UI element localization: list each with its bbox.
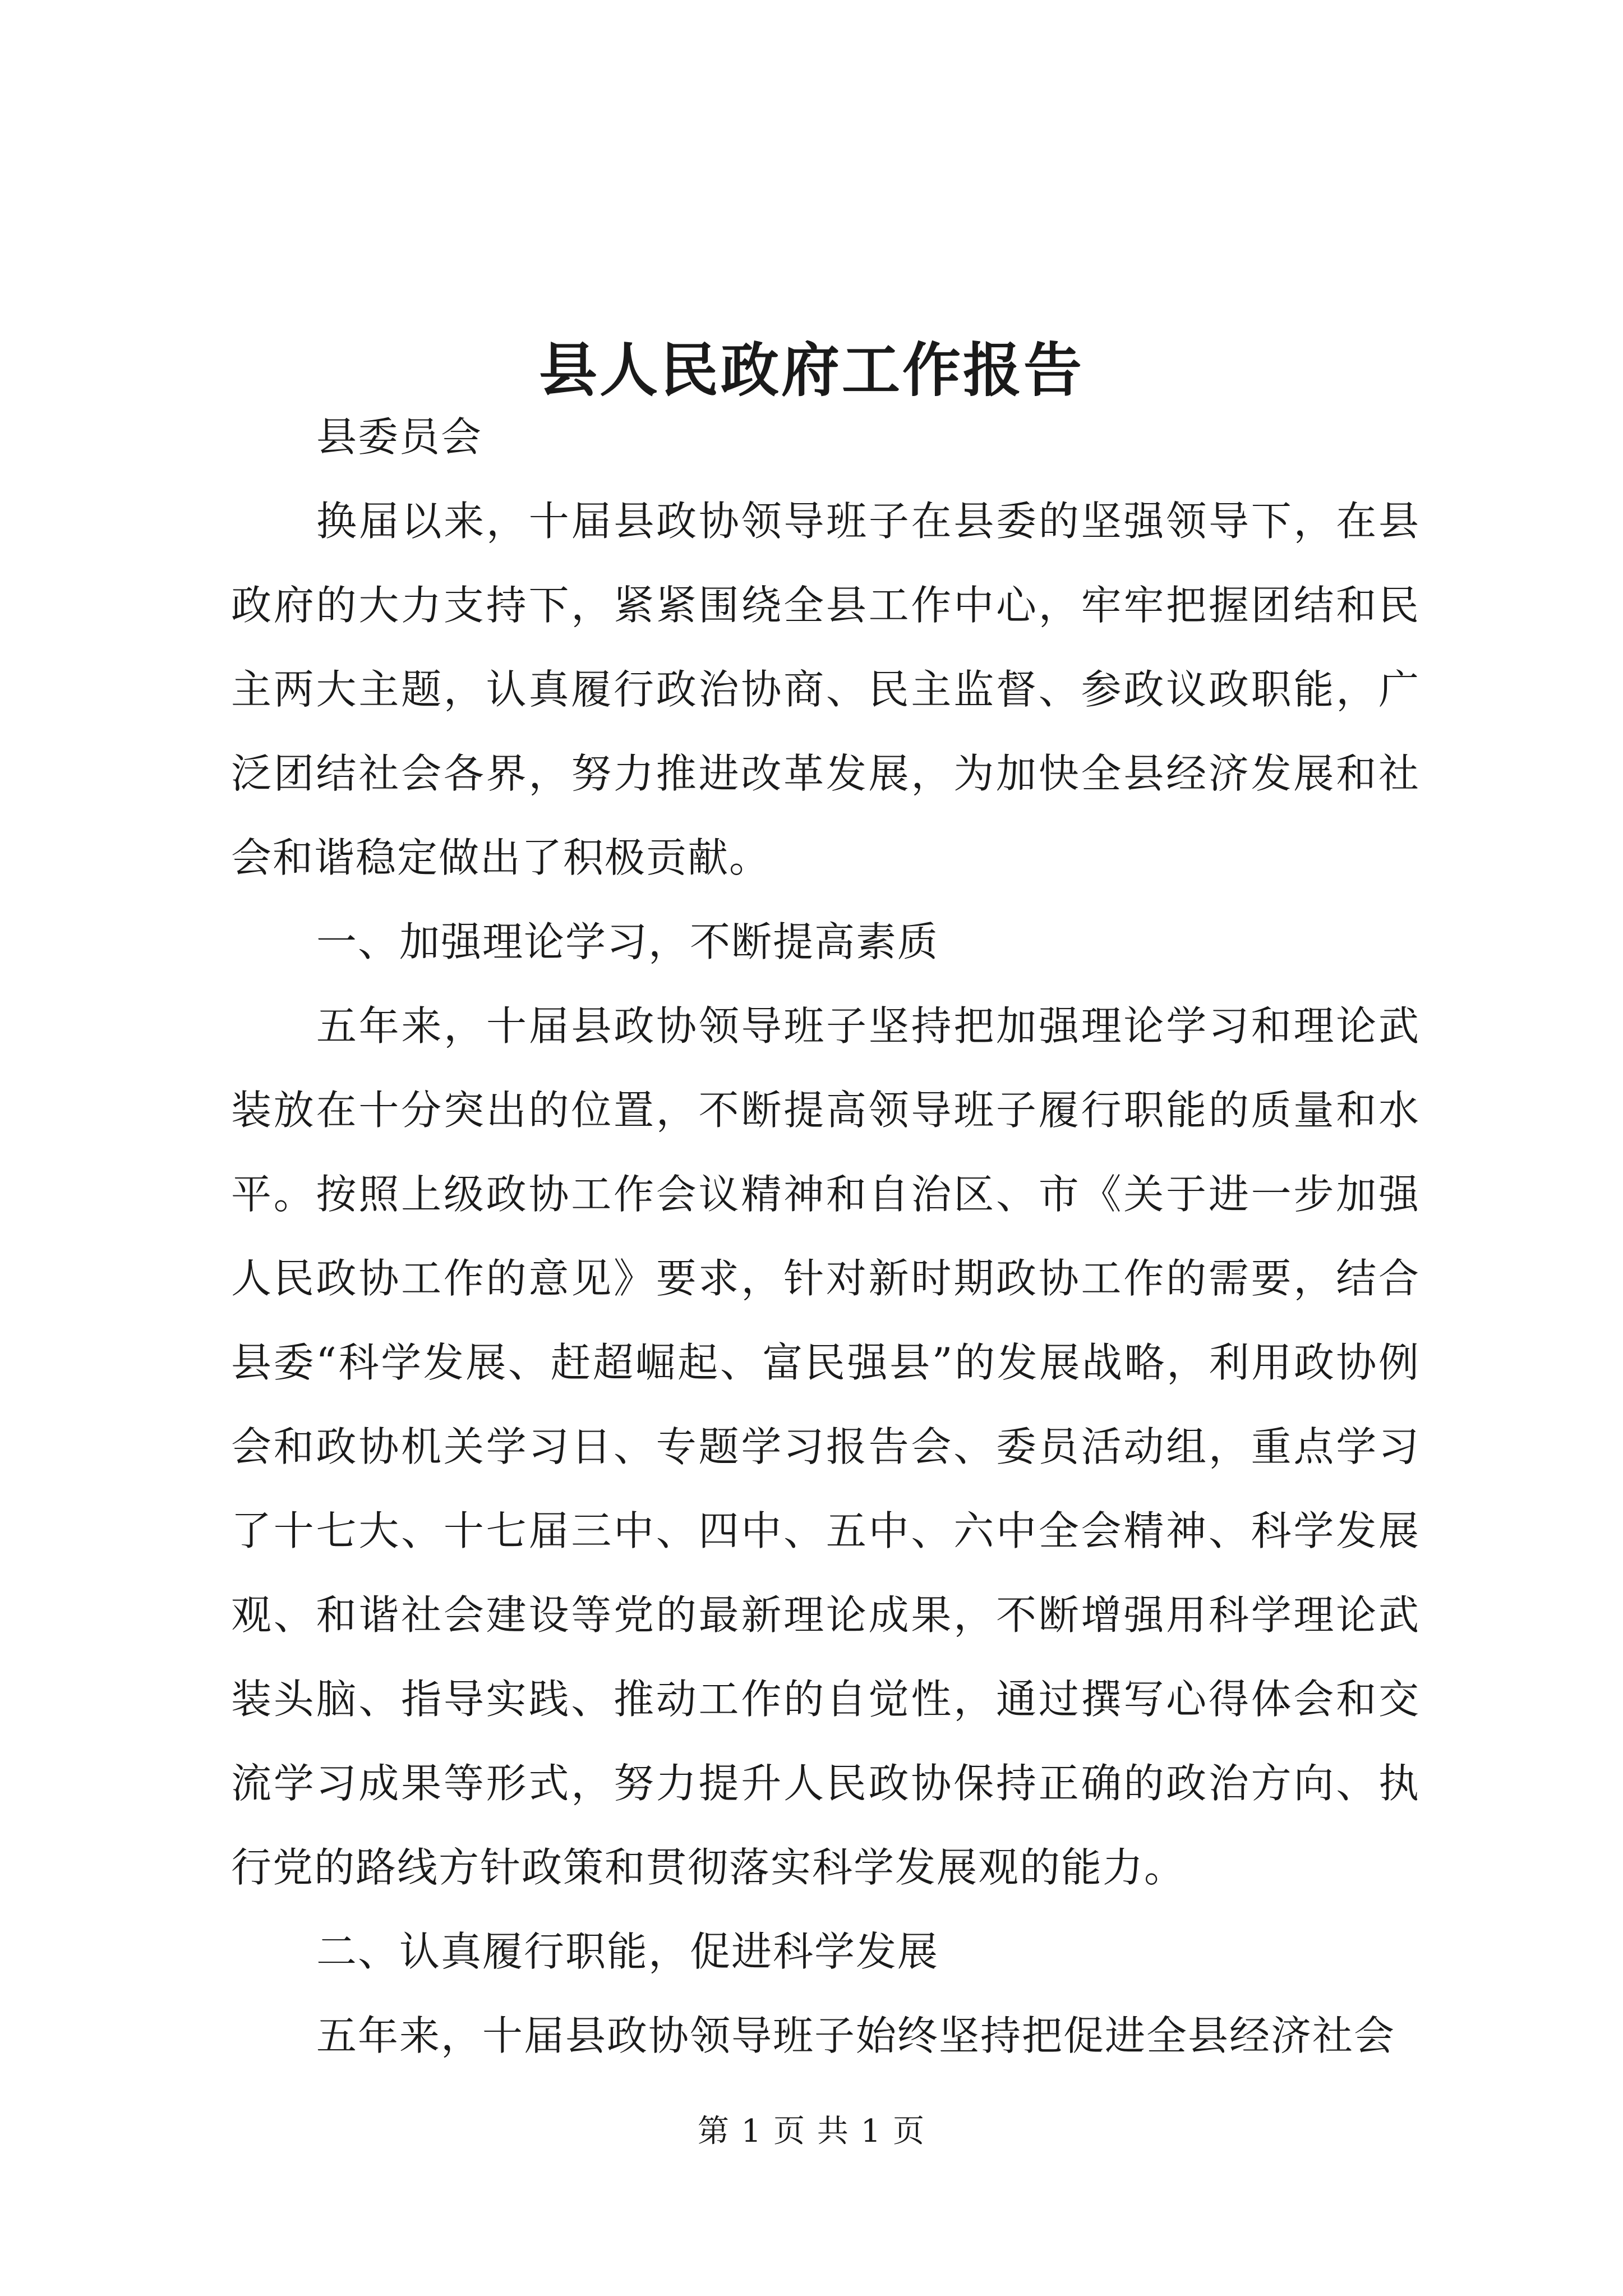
section-1-paragraph: 五年来，十届县政协领导班子坚持把加强理论学习和理论武装放在十分突出的位置，不断提高领导班子履行职能的质量和水平。按照上级政协工作会议精神和自治区、市《关于进一步加强人民政协工作的意见》要求，针对新时期政协工作的需要，结合县委“科学发展、赶超崛起、富民强县”的发展战略，利用政协例会和政协机关学习日、专题学习报告会、委员活动组，重点学习了十七大、十七届三中、四中、五中、六中全会精神、科学发展观、和谐社会建设等党的最新理论成果，不断增强用科学理论武装头脑、指导实践、推动工作的自觉性，通过撰写心得体会和交流学习成果等形式，努力提升人民政协保持正确的政治方向、执行党的路线方针政策和贯彻落实科学发展观的能力。 [231, 1002, 1420, 1891]
document-body [231, 395, 1420, 2078]
salutation: 县委员会 [316, 413, 483, 461]
document-title: 县人民政府工作报告 [538, 335, 1084, 404]
page-footer: 第 1 页 共 1 页 [697, 2113, 926, 2150]
section-heading-1: 一、加强理论学习，不断提高素质 [316, 918, 939, 965]
section-2-paragraph: 五年来，十届县政协领导班子始终坚持把促进全县经济社会 [316, 2012, 1396, 2059]
section-heading-2: 二、认真履行职能，促进科学发展 [316, 1928, 939, 1975]
intro-paragraph: 换届以来，十届县政协领导班子在县委的坚强领导下，在县政府的大力支持下，紧紧围绕全县工作中心，牢牢把握团结和民主两大主题，认真履行政治协商、民主监督、参政议政职能，广泛团结社会各界，努力推进改革发展，为加快全县经济发展和社会和谐稳定做出了积极贡献。 [231, 498, 1420, 881]
